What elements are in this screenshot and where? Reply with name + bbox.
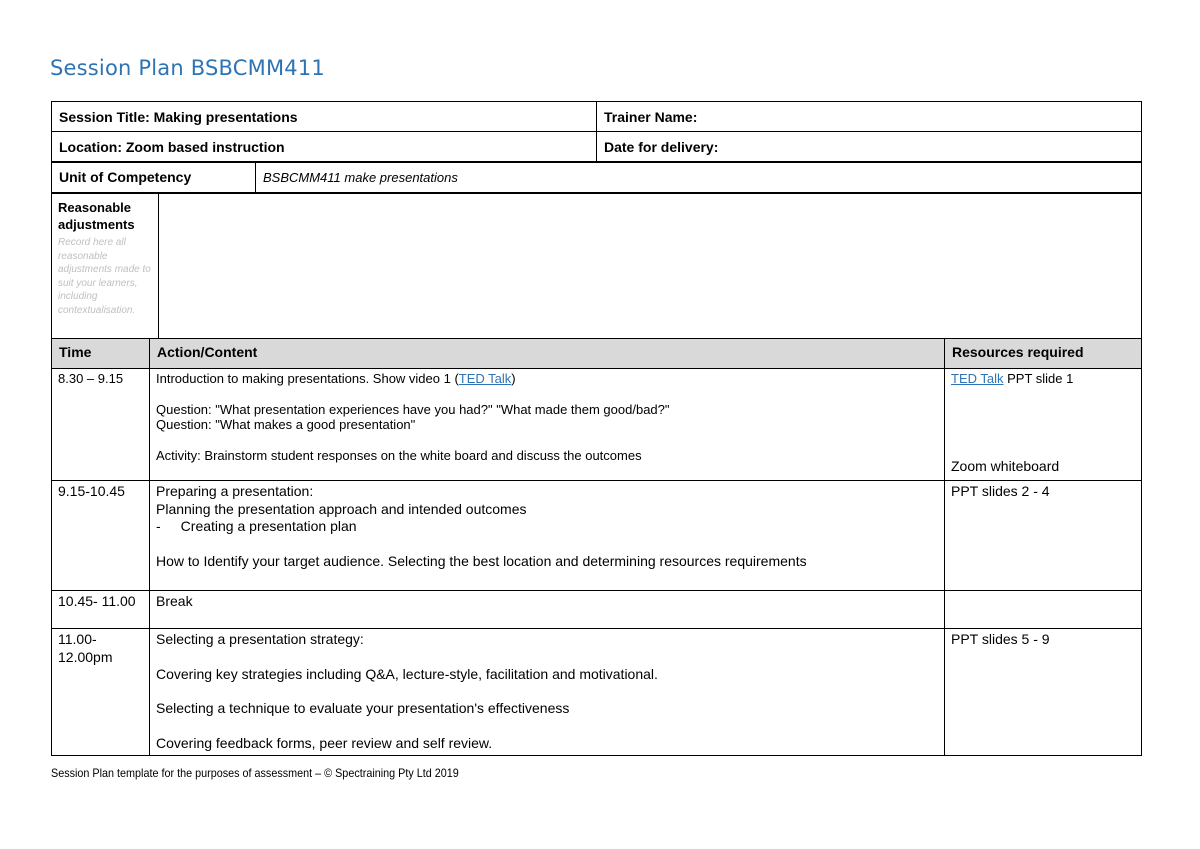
row-bullet-line: - Creating a presentation plan: [156, 518, 357, 534]
session-header-table: [51, 101, 1142, 162]
adjustments-label-cell: [52, 193, 159, 346]
adjustments-label: Reasonable adjustments: [58, 200, 135, 232]
row-content: [150, 481, 945, 591]
column-header-action: Action/Content: [150, 339, 945, 369]
row-line: Covering key strategies including Q&A, lecture-style, facilitation and motivational.: [156, 665, 658, 682]
row-time: 8.30 – 9.15: [52, 369, 150, 481]
row-line: Activity: Brainstorm student responses on the white board and discuss the outcomes: [156, 447, 642, 463]
table-row: [52, 629, 1142, 756]
column-header-time: Time: [52, 339, 150, 369]
ted-talk-link[interactable]: TED Talk: [458, 371, 512, 386]
footer-copyright: Session Plan template for the purposes of assessment – © Spectraining Pty Ltd 2019: [51, 766, 459, 780]
row-time: 11.00- 12.00pm: [52, 629, 150, 756]
row-line: Selecting a technique to evaluate your presentation's effectiveness: [156, 700, 570, 716]
row-line: Question: "What presentation experiences have you had?" "What made them good/bad?": [156, 401, 670, 417]
row-line: Planning the presentation approach and intended outcomes: [156, 500, 527, 517]
adjustments-table: [51, 192, 1142, 346]
row-resources: [945, 591, 1142, 629]
table-row: [52, 591, 1142, 629]
schedule-header-row: [52, 339, 1142, 369]
row-content: Break: [150, 591, 945, 629]
row-line: Covering feedback forms, peer review and self review.: [156, 734, 493, 751]
row-time: 10.45- 11.00: [52, 591, 150, 629]
row-line: Selecting a presentation strategy:: [156, 631, 364, 647]
document-title: Session Plan BSBCMM411: [50, 56, 325, 80]
ted-talk-resource-link[interactable]: TED Talk: [951, 371, 1004, 386]
table-row: [52, 369, 1142, 481]
row-content: [150, 369, 945, 481]
row-resources: TED Talk PPT slide 1 Zoom whiteboard: [945, 369, 1142, 481]
zoom-whiteboard-resource: Zoom whiteboard: [951, 458, 1060, 474]
row-content: [150, 629, 945, 756]
location-cell: Location: Zoom based instruction: [52, 132, 597, 162]
unit-value: BSBCMM411 make presentations: [256, 163, 1142, 194]
session-title-cell: Session Title: Making presentations: [52, 102, 597, 132]
unit-table: [51, 162, 1142, 194]
adjustments-hint: Record here all reasonable adjustments made to suit your learners, including contextualisation.: [58, 237, 151, 316]
row-line: Introduction to making presentations. Show video 1 (TED Talk): [156, 371, 516, 386]
row-resources: PPT slides 2 - 4: [945, 481, 1142, 591]
unit-label: Unit of Competency: [52, 163, 256, 194]
table-row: [52, 481, 1142, 591]
column-header-resources: Resources required: [945, 339, 1142, 369]
schedule-table: [51, 338, 1142, 756]
row-time: 9.15-10.45: [52, 481, 150, 591]
row-line: Question: "What makes a good presentation": [156, 417, 416, 432]
row-line: How to Identify your target audience. Selecting the best location and determining resources requirements: [156, 552, 807, 569]
row-resources: PPT slides 5 - 9: [945, 629, 1142, 756]
adjustments-input[interactable]: [159, 193, 1142, 346]
date-for-delivery-cell[interactable]: Date for delivery:: [597, 132, 1142, 162]
trainer-name-cell[interactable]: Trainer Name:: [597, 102, 1142, 132]
row-line: Preparing a presentation:: [156, 483, 314, 499]
